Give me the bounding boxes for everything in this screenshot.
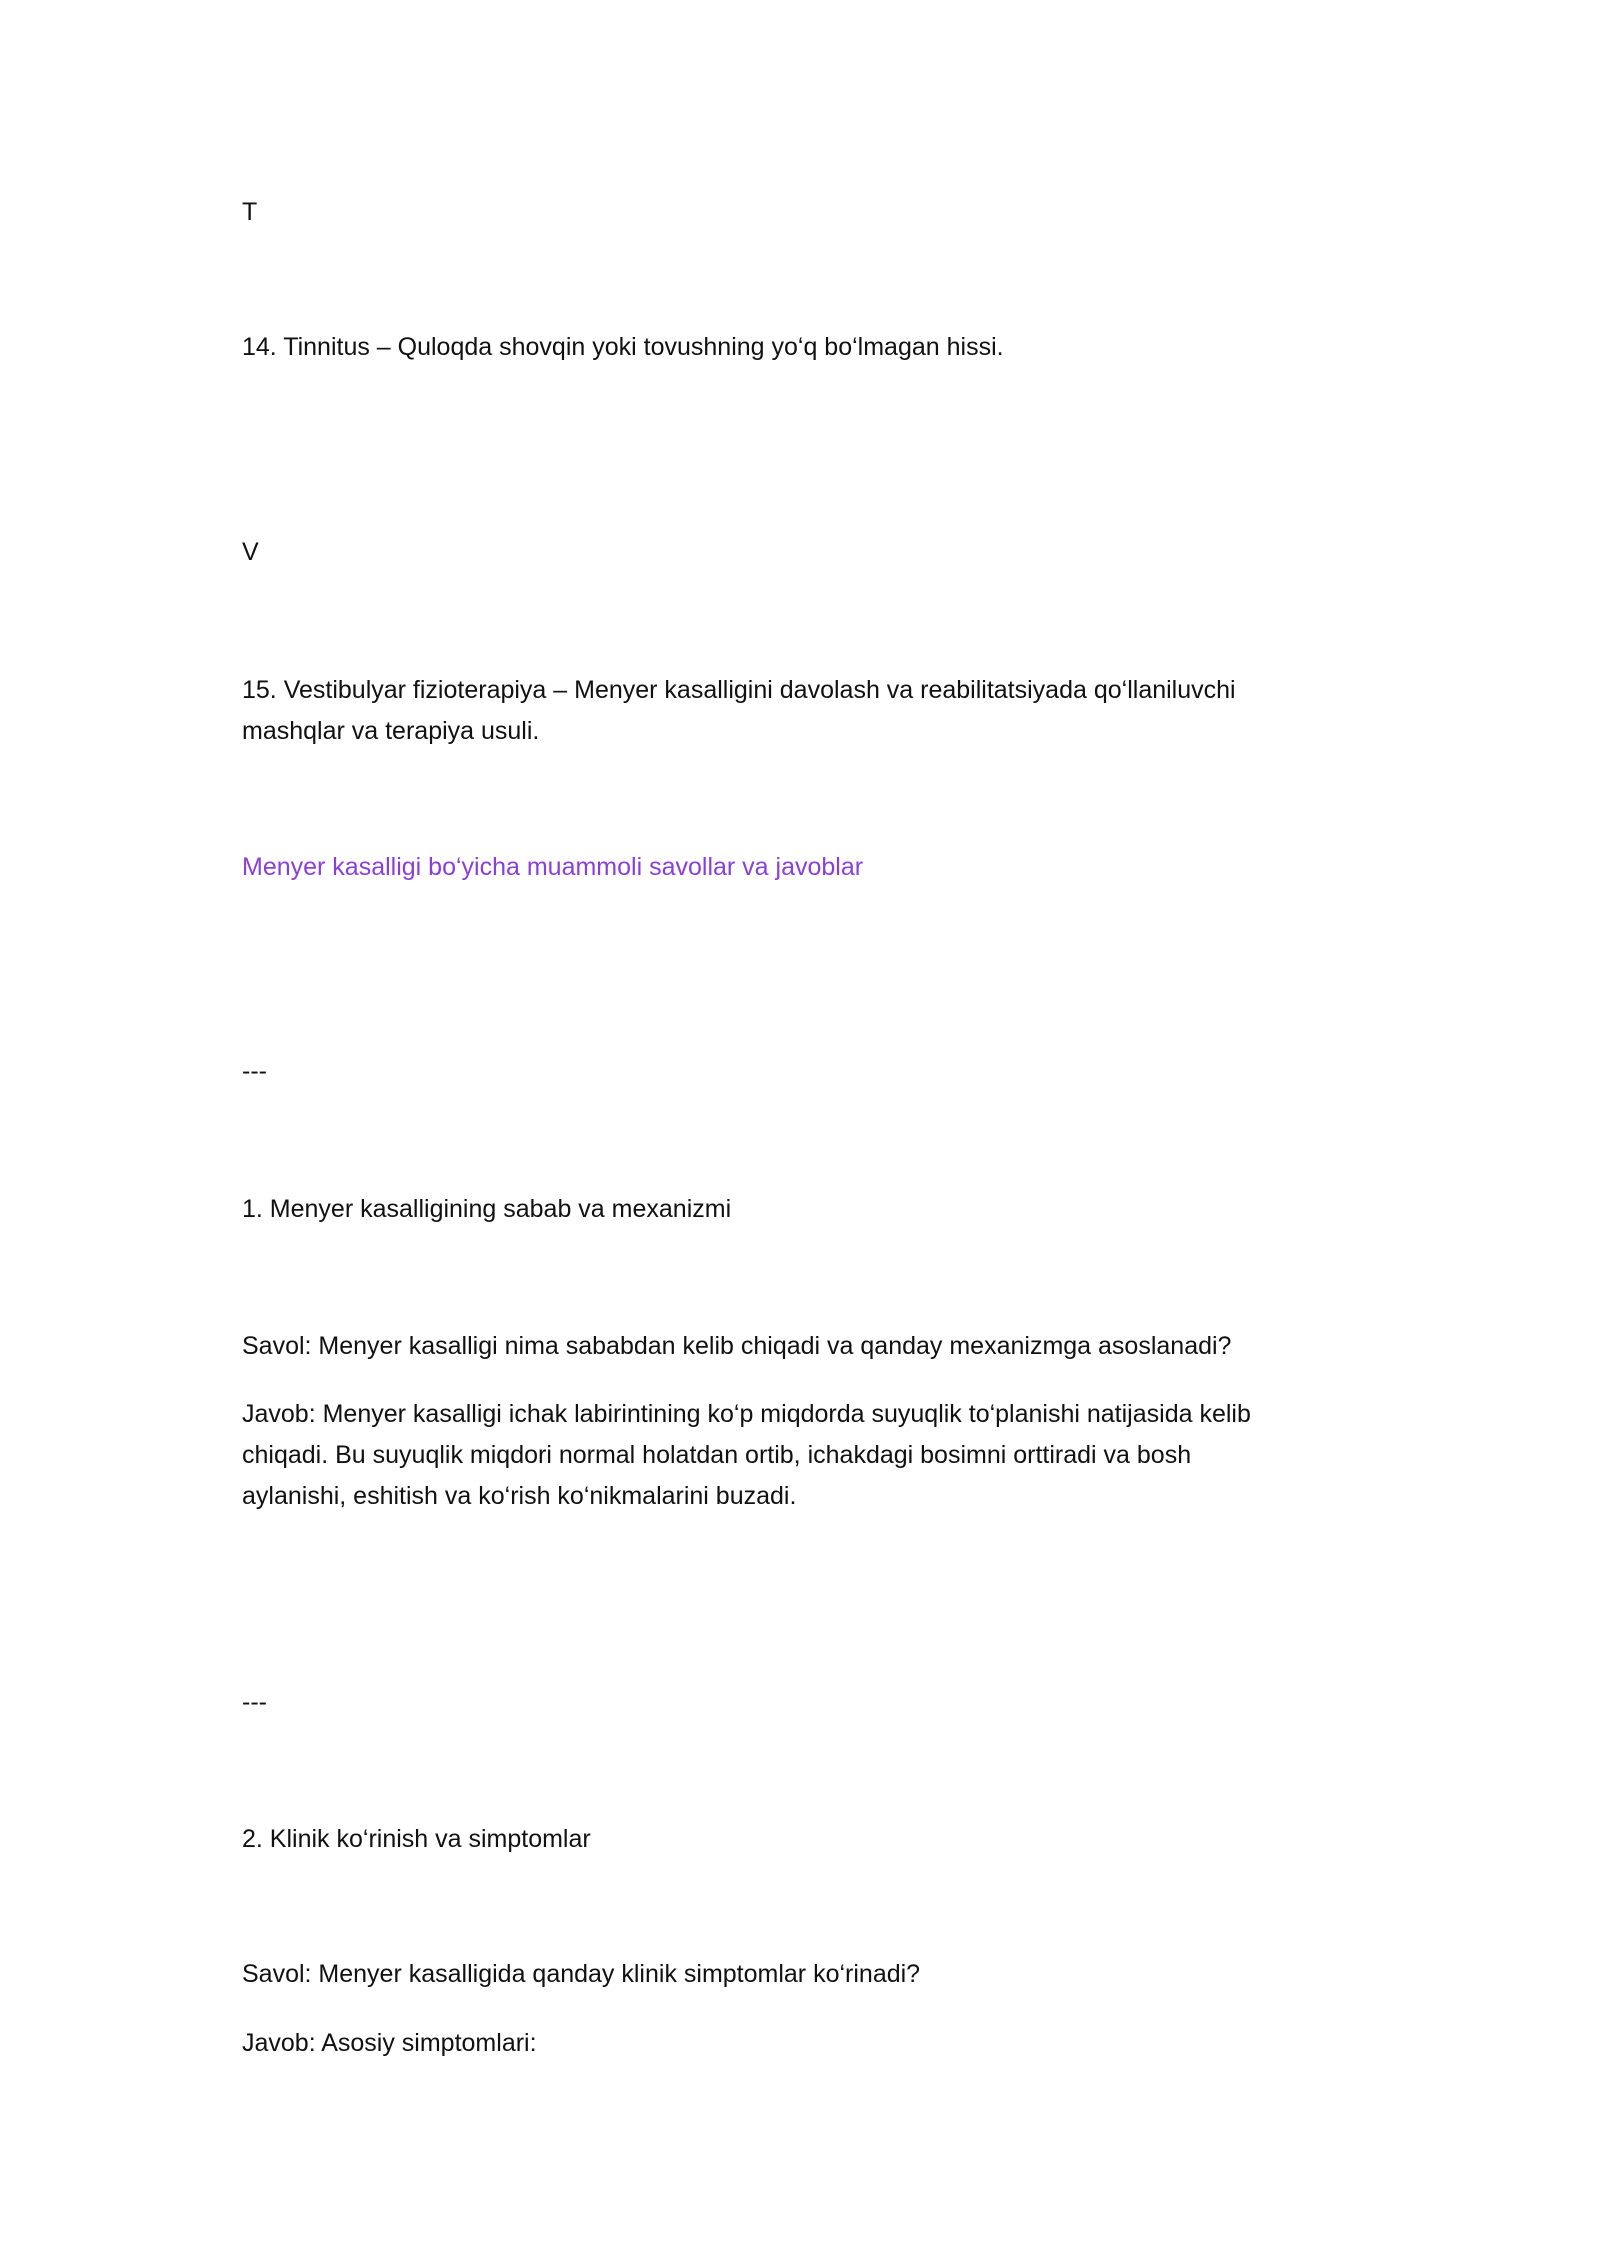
section-letter: V (242, 538, 259, 566)
section-heading-text: Menyer kasalligi bo‘yicha muammoli savollar va javoblar (242, 853, 864, 881)
question-2-question (242, 1954, 1382, 1995)
section-letter-t (242, 192, 1382, 233)
question-1-answer (242, 1394, 1382, 1517)
section-letter-v (242, 532, 1382, 573)
answer-line: chiqadi. Bu suyuqlik miqdori normal holatdan ortib, ichakdagi bosimni orttiradi va bosh (242, 1441, 1192, 1469)
answer-line: Javob: Menyer kasalligi ichak labirintining ko‘p miqdorda suyuqlik to‘planishi natijasida kelib (242, 1400, 1251, 1428)
glossary-term-line: 15. Vestibulyar fizioterapiya – Menyer kasalligini davolash va reabilitatsiyada qo‘llaniluvchi (242, 676, 1236, 704)
question-text: Savol: Menyer kasalligi nima sababdan kelib chiqadi va qanday mexanizmga asoslanadi? (242, 1332, 1232, 1360)
separator (242, 1682, 1382, 1723)
question-title-text: 2. Klinik ko‘rinish va simptomlar (242, 1825, 591, 1853)
answer-line: Javob: Asosiy simptomlari: (242, 2029, 537, 2057)
question-text: Savol: Menyer kasalligida qanday klinik simptomlar ko‘rinadi? (242, 1960, 921, 1988)
section-letter: T (242, 198, 258, 226)
separator (242, 1051, 1382, 1092)
question-1-title (242, 1189, 1382, 1230)
question-2-title (242, 1819, 1382, 1860)
glossary-term-line: mashqlar va terapiya usuli. (242, 717, 540, 745)
section-heading (242, 847, 1382, 888)
glossary-term-14 (242, 327, 1382, 368)
glossary-term-text: 14. Tinnitus – Quloqda shovqin yoki tovushning yo‘q bo‘lmagan hissi. (242, 333, 1004, 361)
question-2-answer (242, 2023, 1382, 2064)
answer-line: aylanishi, eshitish va ko‘rish ko‘nikmalarini buzadi. (242, 1482, 797, 1510)
glossary-term-15 (242, 670, 1382, 752)
question-1-question (242, 1326, 1382, 1367)
separator-text: --- (242, 1057, 267, 1085)
separator-text: --- (242, 1688, 267, 1716)
question-title-text: 1. Menyer kasalligining sabab va mexanizmi (242, 1195, 732, 1223)
